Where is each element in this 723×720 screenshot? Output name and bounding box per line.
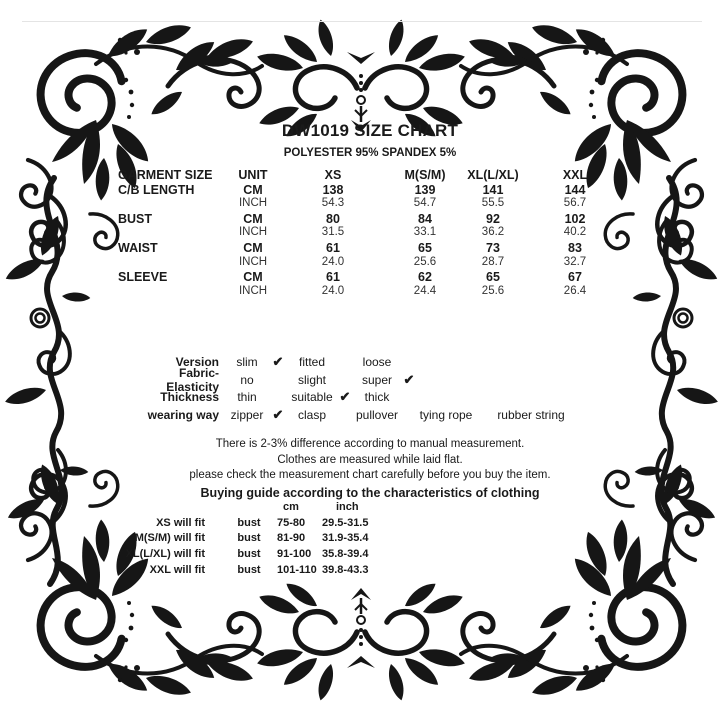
cell-value: 144: [564, 182, 586, 197]
row-unit: INCH: [238, 197, 268, 210]
checkmark-icon: ✔: [339, 389, 351, 405]
fit-header-cm: cm: [283, 500, 299, 513]
fit-measure: bust: [237, 532, 261, 545]
measurement-notes: [110, 437, 630, 501]
page-title: DW1019 SIZE CHART: [281, 121, 459, 140]
row-label: [118, 226, 226, 241]
cell-value: 139: [414, 182, 436, 197]
cell-value: 67: [568, 270, 582, 285]
fit-measure: bust: [237, 516, 261, 529]
col-header-unit: UNIT: [238, 168, 268, 182]
cell-value: 33.1: [413, 226, 437, 239]
fit-inch-range: 31.9-35.4: [322, 532, 369, 545]
attr-label-wearing-way: wearing way: [147, 408, 219, 423]
row-label: SLEEVE: [118, 270, 168, 285]
cell-value: 36.2: [481, 226, 505, 239]
attr-option: fitted: [298, 354, 325, 369]
cell-value: 80: [326, 211, 340, 226]
attr-option: clasp: [297, 408, 326, 423]
col-header-xxl: XXL: [562, 168, 588, 182]
row-label: [118, 197, 226, 212]
fit-cm-range: 91-100: [277, 547, 312, 560]
attr-option: suitable: [291, 390, 333, 405]
cell-value: 40.2: [563, 226, 587, 239]
cell-value: 65: [486, 270, 500, 285]
cell-value: 73: [486, 240, 500, 255]
fabric-subtitle: POLYESTER 95% SPANDEX 5%: [283, 147, 457, 159]
cell-value: 83: [568, 240, 582, 255]
fit-inch-range: 39.8-43.3: [322, 563, 369, 576]
attr-option: pullover: [355, 408, 399, 423]
checkmark-icon: ✔: [403, 371, 415, 387]
attr-label-version: Version: [175, 354, 219, 369]
cell-value: 84: [418, 211, 432, 226]
note-line: please check the measurement chart carefully before you buy the item.: [189, 469, 551, 482]
attr-label-fabric-elasticity: Fabric-Elasticity: [166, 365, 219, 394]
fit-guide-table: [112, 499, 407, 577]
cell-value: 24.4: [413, 284, 437, 297]
checkmark-icon: ✔: [272, 407, 284, 423]
fit-row-label: XL(L/XL) will fit: [125, 547, 205, 560]
cell-value: 24.0: [321, 255, 345, 268]
row-label: [118, 256, 226, 271]
cell-value: 62: [418, 270, 432, 285]
cell-value: 61: [326, 270, 340, 285]
attr-option: thick: [364, 390, 390, 405]
cell-value: 56.7: [563, 197, 587, 210]
cell-value: 55.5: [481, 197, 505, 210]
row-unit: INCH: [238, 255, 268, 268]
fit-measure: bust: [237, 563, 261, 576]
attr-option: slim: [236, 354, 258, 369]
col-header-xs: XS: [324, 168, 342, 182]
fit-row-label: XXL will fit: [149, 563, 205, 576]
attr-option: loose: [362, 354, 392, 369]
fit-cm-range: 75-80: [277, 516, 306, 529]
attr-option: tying rope: [419, 408, 473, 423]
cell-value: 54.7: [413, 197, 437, 210]
cell-value: 92: [486, 211, 500, 226]
row-unit: CM: [243, 182, 263, 197]
row-unit: CM: [243, 211, 263, 226]
cell-value: 26.4: [563, 284, 587, 297]
row-label: BUST: [118, 211, 153, 226]
checkmark-icon: ✔: [272, 353, 284, 369]
col-header-m: M(S/M): [404, 168, 446, 182]
cell-value: 54.3: [321, 197, 345, 210]
row-label: C/B LENGTH: [118, 182, 195, 197]
attr-option: slight: [297, 372, 326, 387]
note-line: There is 2-3% difference according to manual measurement.: [215, 438, 525, 450]
fit-inch-range: 29.5-31.5: [322, 516, 369, 529]
attr-option: thin: [237, 390, 257, 405]
fit-cm-range: 81-90: [277, 532, 306, 545]
cell-value: 61: [326, 240, 340, 255]
size-measurement-table: [118, 168, 628, 299]
attr-label-thickness: Thickness: [160, 390, 219, 405]
row-label: WAIST: [118, 240, 158, 255]
cell-value: 65: [418, 240, 432, 255]
cell-value: 32.7: [563, 255, 587, 268]
cell-value: 28.7: [481, 255, 505, 268]
attr-option: no: [240, 372, 254, 387]
buying-guide-heading: Buying guide according to the characteristics of clothing: [200, 485, 540, 500]
fit-row-label: M(S/M) will fit: [134, 532, 205, 545]
cell-value: 102: [564, 211, 586, 226]
cell-value: 31.5: [321, 226, 345, 239]
row-unit: INCH: [238, 284, 268, 297]
col-header-xl: XL(L/XL): [467, 168, 519, 182]
row-unit: INCH: [238, 226, 268, 239]
row-unit: CM: [243, 270, 263, 285]
fit-header-inch: inch: [336, 500, 359, 513]
fit-row-label: XS will fit: [156, 516, 205, 529]
row-unit: CM: [243, 240, 263, 255]
note-line: Clothes are measured while laid flat.: [277, 453, 463, 466]
cell-value: 141: [482, 182, 504, 197]
fit-inch-range: 35.8-39.4: [322, 547, 369, 560]
col-header-garment-size: GARMENT SIZE: [118, 168, 213, 182]
cell-value: 25.6: [481, 284, 505, 297]
attr-option: rubber string: [497, 408, 565, 423]
fit-measure: bust: [237, 547, 261, 560]
cell-value: 138: [322, 182, 344, 197]
cell-value: 25.6: [413, 255, 437, 268]
characteristics-table: [140, 353, 577, 424]
attr-option: zipper: [230, 408, 264, 423]
row-label: [118, 285, 226, 300]
cell-value: 24.0: [321, 284, 345, 297]
attr-option: super: [361, 372, 393, 387]
fit-cm-range: 101-110: [277, 563, 317, 576]
